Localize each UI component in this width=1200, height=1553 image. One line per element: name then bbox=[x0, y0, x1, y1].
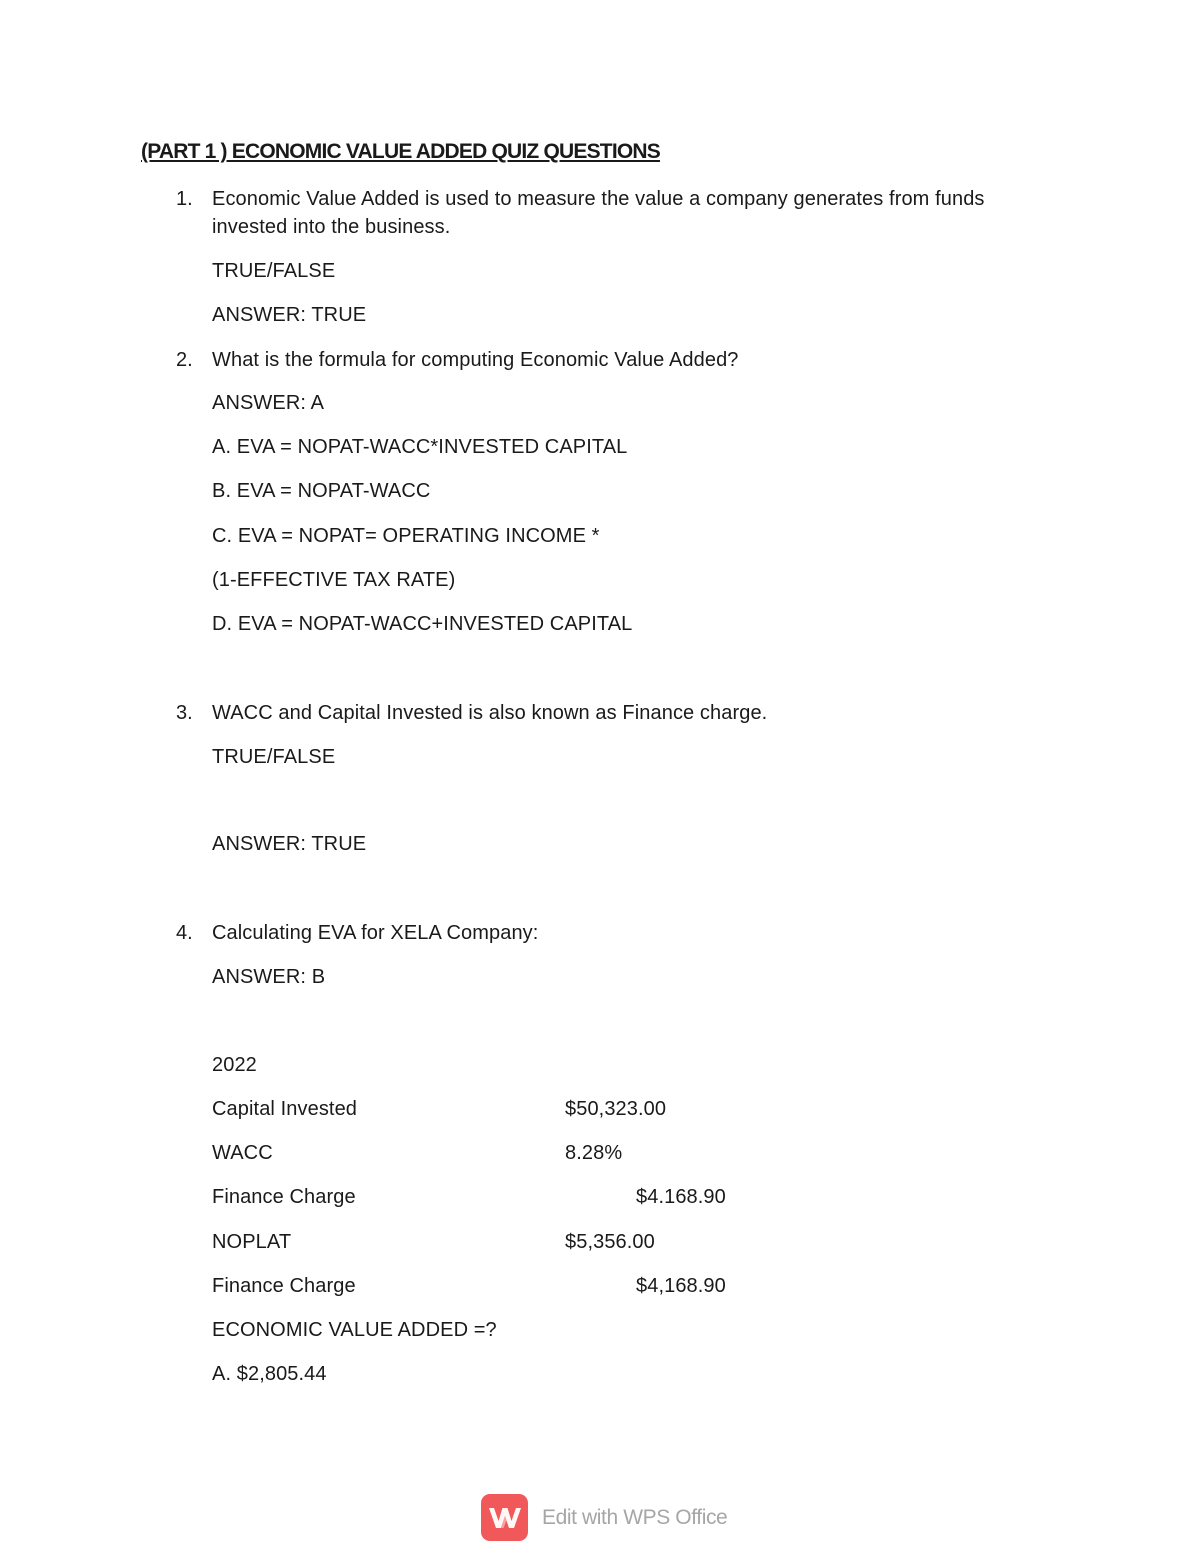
q2-option-d: D. EVA = NOPAT-WACC+INVESTED CAPITAL bbox=[212, 613, 633, 635]
row-value-noplat: $5,356.00 bbox=[565, 1231, 655, 1253]
q2-option-a: A. EVA = NOPAT-WACC*INVESTED CAPITAL bbox=[212, 436, 628, 458]
row-value-wacc: 8.28% bbox=[565, 1142, 623, 1164]
q1-text-line1: Economic Value Added is used to measure the value a company generates from funds bbox=[212, 188, 985, 210]
q3-answer: ANSWER: TRUE bbox=[212, 833, 367, 855]
q4-question: ECONOMIC VALUE ADDED =? bbox=[212, 1319, 497, 1341]
q4-answer: ANSWER: B bbox=[212, 966, 326, 988]
page-title: (PART 1 ) ECONOMIC VALUE ADDED QUIZ QUESTIONS bbox=[141, 140, 660, 163]
q4-option-a: A. $2,805.44 bbox=[212, 1363, 327, 1385]
wps-edit-label[interactable]: Edit with WPS Office bbox=[542, 1505, 728, 1529]
row-label-wacc: WACC bbox=[212, 1142, 273, 1164]
q3-text: WACC and Capital Invested is also known as Finance charge. bbox=[212, 702, 768, 724]
q2-option-b: B. EVA = NOPAT-WACC bbox=[212, 480, 431, 502]
row-label-finance-charge-2: Finance Charge bbox=[212, 1275, 356, 1297]
row-value-capital-invested: $50,323.00 bbox=[565, 1098, 667, 1120]
q4-number: 4. bbox=[176, 922, 193, 944]
row-label-capital-invested: Capital Invested bbox=[212, 1098, 358, 1120]
q1-text-line2: invested into the business. bbox=[212, 216, 451, 238]
row-label-noplat: NOPLAT bbox=[212, 1231, 292, 1253]
q1-answer: ANSWER: TRUE bbox=[212, 304, 367, 326]
q4-year: 2022 bbox=[212, 1054, 257, 1076]
q2-number: 2. bbox=[176, 349, 193, 371]
row-label-finance-charge: Finance Charge bbox=[212, 1186, 356, 1208]
q1-choices: TRUE/FALSE bbox=[212, 260, 336, 282]
row-value-finance-charge: $4.168.90 bbox=[636, 1186, 726, 1208]
q3-number: 3. bbox=[176, 702, 193, 724]
row-value-finance-charge-2: $4,168.90 bbox=[636, 1275, 726, 1297]
q2-answer: ANSWER: A bbox=[212, 392, 325, 414]
q2-option-c-cont: (1-EFFECTIVE TAX RATE) bbox=[212, 569, 456, 591]
q3-choices: TRUE/FALSE bbox=[212, 746, 336, 768]
q2-option-c: C. EVA = NOPAT= OPERATING INCOME * bbox=[212, 525, 600, 547]
wps-edit-badge[interactable] bbox=[481, 1494, 727, 1541]
q4-text: Calculating EVA for XELA Company: bbox=[212, 922, 539, 944]
wps-logo-icon bbox=[481, 1494, 528, 1541]
q2-text: What is the formula for computing Economic Value Added? bbox=[212, 349, 739, 371]
q1-number: 1. bbox=[176, 188, 193, 210]
